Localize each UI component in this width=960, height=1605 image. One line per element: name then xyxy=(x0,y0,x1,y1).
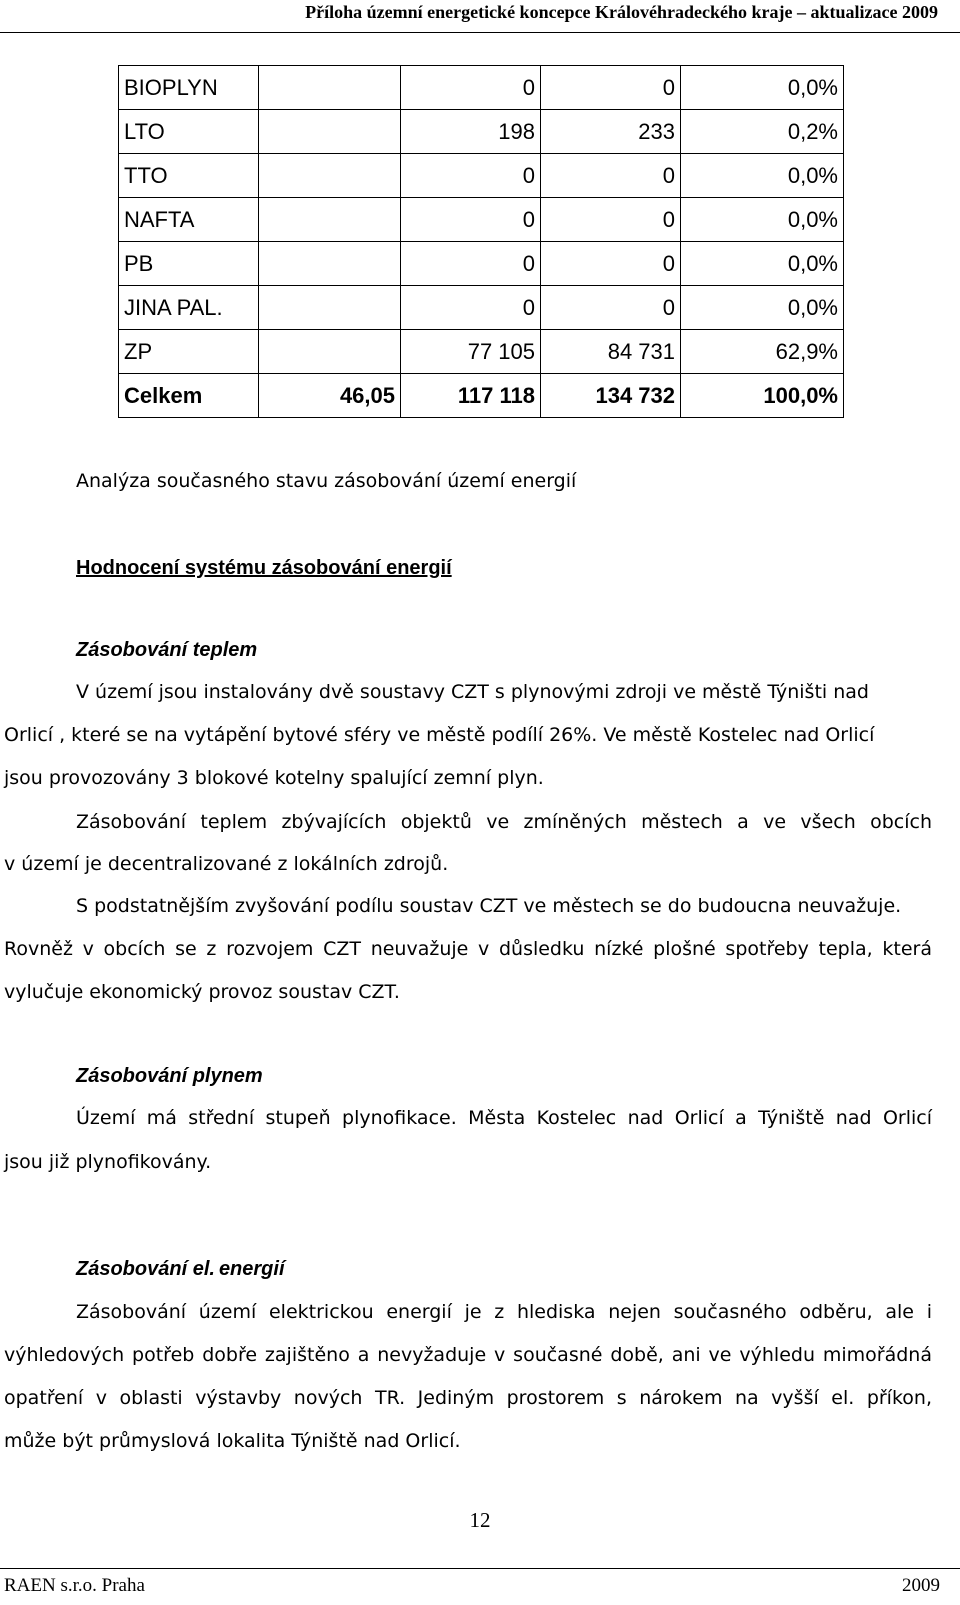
row-label: TTO xyxy=(119,154,259,198)
electricity-heading-part-2: energií xyxy=(218,1258,285,1280)
cell-value-1: 46,05 xyxy=(259,374,401,418)
cell-value-2: 117 118 xyxy=(401,374,541,418)
row-label: JINA PAL. xyxy=(119,286,259,330)
cell-share: 62,9% xyxy=(681,330,844,374)
cell-share: 0,0% xyxy=(681,66,844,110)
cell-value-3: 134 732 xyxy=(541,374,681,418)
heat-line-7: Rovněž v obcích se z rozvojem CZT neuvažuje v důsledku nízké plošné spotřeby tepla, která xyxy=(4,938,932,960)
table-row xyxy=(119,330,844,374)
footer-year: 2009 xyxy=(902,1575,940,1596)
electricity-heading xyxy=(76,1258,285,1281)
row-label: PB xyxy=(119,242,259,286)
heat-line-8: vylučuje ekonomický provoz soustav CZT. xyxy=(4,981,400,1003)
heat-line-2: Orlicí , které se na vytápění bytové sféry ve městě podílí 26%. Ve městě Kostelec nad Orlicí xyxy=(4,724,875,746)
heat-line-1: V území jsou instalovány dvě soustavy CZT s plynovými zdroji ve městě Týništi nad xyxy=(76,681,869,703)
cell-value-2: 0 xyxy=(401,154,541,198)
row-label: Celkem xyxy=(119,374,259,418)
cell-value-1 xyxy=(259,110,401,154)
gas-supply-heading: Zásobování plynem xyxy=(76,1065,263,1087)
gas-line-2: jsou již plynofikovány. xyxy=(4,1151,212,1173)
cell-share: 100,0% xyxy=(681,374,844,418)
cell-value-2: 198 xyxy=(401,110,541,154)
cell-value-3: 0 xyxy=(541,154,681,198)
row-label: NAFTA xyxy=(119,198,259,242)
section-title: Hodnocení systému zásobování energií xyxy=(76,557,452,579)
electricity-line-2: výhledových potřeb dobře zajištěno a nevyžaduje v současné době, ani ve výhledu mimořádná xyxy=(4,1344,932,1366)
cell-value-1 xyxy=(259,286,401,330)
electricity-line-1: Zásobování území elektrickou energií je z hlediska nejen současného odběru, ale i xyxy=(76,1301,932,1323)
analysis-title: Analýza současného stavu zásobování území energií xyxy=(76,470,577,492)
cell-value-1 xyxy=(259,330,401,374)
cell-value-2: 77 105 xyxy=(401,330,541,374)
cell-value-1 xyxy=(259,198,401,242)
row-label: BIOPLYN xyxy=(119,66,259,110)
page-number: 12 xyxy=(469,1508,491,1532)
electricity-line-3: opatření v oblasti výstavby nových TR. Jediným prostorem s nárokem na vyšší el. příkon, xyxy=(4,1387,932,1409)
table-row xyxy=(119,110,844,154)
cell-value-3: 0 xyxy=(541,66,681,110)
cell-share: 0,0% xyxy=(681,154,844,198)
table-row xyxy=(119,286,844,330)
cell-value-3: 84 731 xyxy=(541,330,681,374)
cell-value-2: 0 xyxy=(401,198,541,242)
table-row xyxy=(119,242,844,286)
cell-value-2: 0 xyxy=(401,66,541,110)
heat-line-4: Zásobování teplem zbývajících objektů ve zmíněných městech a ve všech obcích xyxy=(76,811,932,833)
cell-value-1 xyxy=(259,242,401,286)
header-divider xyxy=(0,32,960,33)
cell-value-2: 0 xyxy=(401,242,541,286)
heat-line-6: S podstatnějším zvyšování podílu soustav CZT ve městech se do budoucna neuvažuje. xyxy=(76,895,902,917)
cell-value-1 xyxy=(259,154,401,198)
electricity-line-4: může být průmyslová lokalita Týniště nad Orlicí. xyxy=(4,1430,461,1452)
cell-value-2: 0 xyxy=(401,286,541,330)
heat-supply-heading: Zásobování teplem xyxy=(76,639,258,661)
footer-divider xyxy=(0,1568,960,1569)
footer-company: RAEN s.r.o. Praha xyxy=(4,1575,145,1596)
energy-table-body xyxy=(119,66,844,418)
table-row xyxy=(119,66,844,110)
electricity-heading-part-1: Zásobování el. xyxy=(76,1258,215,1280)
energy-table xyxy=(118,65,844,418)
row-label: LTO xyxy=(119,110,259,154)
table-row xyxy=(119,198,844,242)
cell-value-1 xyxy=(259,66,401,110)
cell-share: 0,0% xyxy=(681,198,844,242)
table-row xyxy=(119,154,844,198)
table-row xyxy=(119,374,844,418)
cell-value-3: 233 xyxy=(541,110,681,154)
cell-value-3: 0 xyxy=(541,242,681,286)
cell-value-3: 0 xyxy=(541,286,681,330)
cell-share: 0,2% xyxy=(681,110,844,154)
row-label: ZP xyxy=(119,330,259,374)
cell-share: 0,0% xyxy=(681,242,844,286)
heat-line-5: v území je decentralizované z lokálních zdrojů. xyxy=(4,853,449,875)
cell-share: 0,0% xyxy=(681,286,844,330)
gas-line-1: Území má střední stupeň plynofikace. Města Kostelec nad Orlicí a Týniště nad Orlicí xyxy=(76,1107,932,1129)
page-header-title: Příloha územní energetické koncepce Královéhradeckého kraje – aktualizace 2009 xyxy=(305,2,938,22)
cell-value-3: 0 xyxy=(541,198,681,242)
heat-line-3: jsou provozovány 3 blokové kotelny spalující zemní plyn. xyxy=(4,767,544,789)
